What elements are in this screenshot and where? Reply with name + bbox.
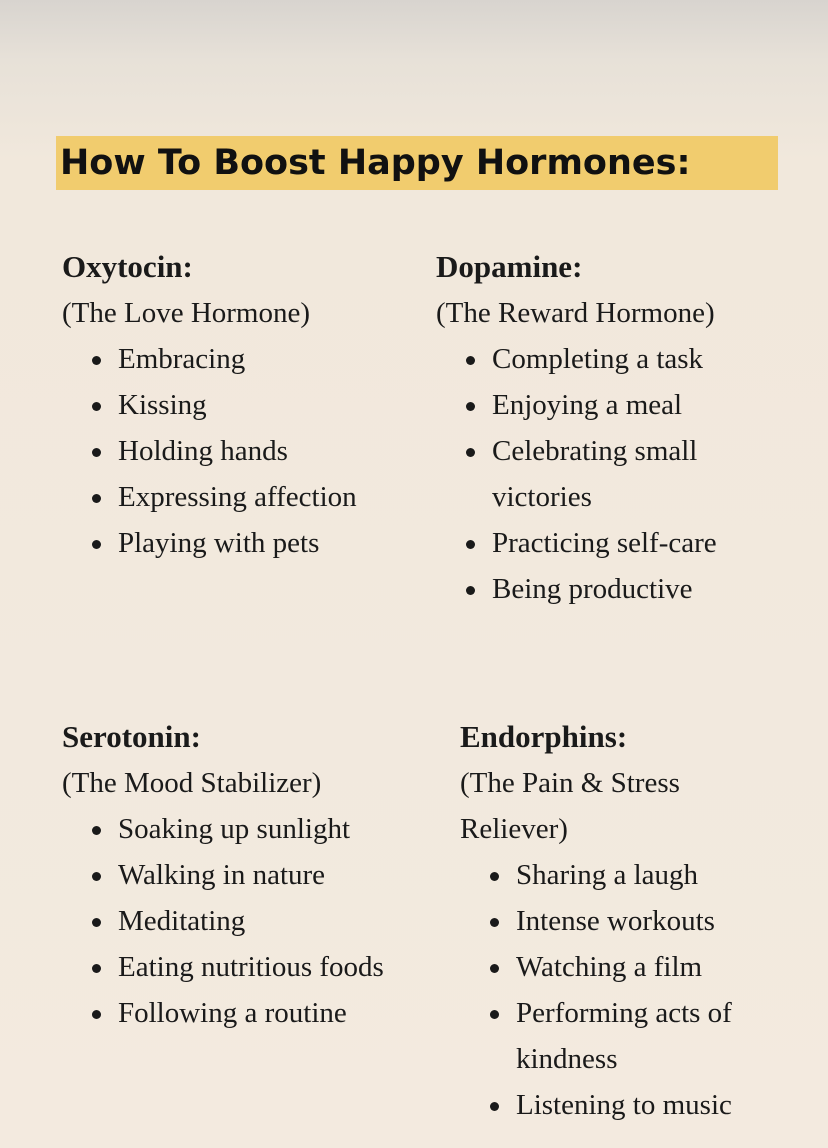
list-item-text: Sharing a laugh <box>516 859 699 891</box>
list-item <box>436 428 756 520</box>
list-item <box>460 852 760 898</box>
list-item-text: Being productive <box>492 573 693 605</box>
bullet-icon <box>490 872 499 881</box>
list-item <box>436 520 756 566</box>
list-item-text: Completing a task <box>492 343 704 375</box>
list-item <box>460 1082 760 1128</box>
list-item-text: Embracing <box>118 343 246 375</box>
list-item <box>62 428 422 474</box>
bullet-icon <box>466 356 475 365</box>
bullet-icon <box>92 540 101 549</box>
section-heading: Endorphins: <box>460 719 628 754</box>
list-item <box>62 852 442 898</box>
list-item <box>436 382 756 428</box>
list-item <box>460 990 760 1082</box>
list-item-text: Enjoying a meal <box>492 389 683 421</box>
bullet-icon <box>466 586 475 595</box>
list-item <box>62 336 422 382</box>
bullet-icon <box>92 1010 101 1019</box>
list-item-text: Practicing self-care <box>492 527 717 559</box>
list-item-text: Kissing <box>118 389 207 421</box>
list-item-text: Soaking up sunlight <box>118 813 351 845</box>
bullet-icon <box>92 964 101 973</box>
bullet-list <box>436 336 756 612</box>
bullet-icon <box>92 872 101 881</box>
bullet-icon <box>466 540 475 549</box>
list-item <box>62 898 442 944</box>
bullet-icon <box>92 494 101 503</box>
list-item-text: Celebrating small victories <box>492 435 698 513</box>
list-item <box>62 806 442 852</box>
bullet-icon <box>490 1102 499 1111</box>
list-item-text: Meditating <box>118 905 246 937</box>
bullet-list <box>460 852 760 1128</box>
section-serotonin <box>62 714 442 1036</box>
bullet-icon <box>92 826 101 835</box>
list-item-text: Expressing affection <box>118 481 357 513</box>
bullet-icon <box>92 402 101 411</box>
bullet-icon <box>490 1010 499 1019</box>
section-oxytocin <box>62 244 422 566</box>
list-item-text: Intense workouts <box>516 905 715 937</box>
list-item-text: Eating nutritious foods <box>118 951 384 983</box>
list-item <box>460 944 760 990</box>
bullet-list <box>62 336 422 566</box>
page-title: How To Boost Happy Hormones: <box>60 143 691 183</box>
list-item <box>62 520 422 566</box>
bullet-icon <box>92 918 101 927</box>
section-subtitle: (The Reward Hormone) <box>436 297 715 329</box>
section-subtitle: (The Love Hormone) <box>62 297 311 329</box>
section-endorphins <box>460 714 760 1128</box>
list-item <box>460 898 760 944</box>
list-item <box>62 474 422 520</box>
list-item <box>62 990 442 1036</box>
list-item <box>436 566 756 612</box>
section-subtitle: (The Mood Stabilizer) <box>62 767 322 799</box>
list-item-text: Holding hands <box>118 435 288 467</box>
bullet-icon <box>92 448 101 457</box>
section-subtitle: (The Pain & Stress Reliever) <box>460 767 680 845</box>
bullet-icon <box>466 402 475 411</box>
bullet-icon <box>466 448 475 457</box>
list-item-text: Playing with pets <box>118 527 320 559</box>
bullet-icon <box>490 964 499 973</box>
list-item-text: Following a routine <box>118 997 347 1029</box>
list-item <box>62 382 422 428</box>
section-heading: Oxytocin: <box>62 249 193 284</box>
list-item-text: Watching a film <box>516 951 703 983</box>
section-heading: Dopamine: <box>436 249 583 284</box>
list-item <box>62 944 442 990</box>
list-item-text: Performing acts of kindness <box>516 997 732 1075</box>
bullet-icon <box>490 918 499 927</box>
list-item-text: Walking in nature <box>118 859 326 891</box>
list-item <box>436 336 756 382</box>
bullet-icon <box>92 356 101 365</box>
section-dopamine <box>436 244 756 612</box>
section-heading: Serotonin: <box>62 719 201 754</box>
list-item-text: Listening to music <box>516 1089 732 1121</box>
bullet-list <box>62 806 442 1036</box>
